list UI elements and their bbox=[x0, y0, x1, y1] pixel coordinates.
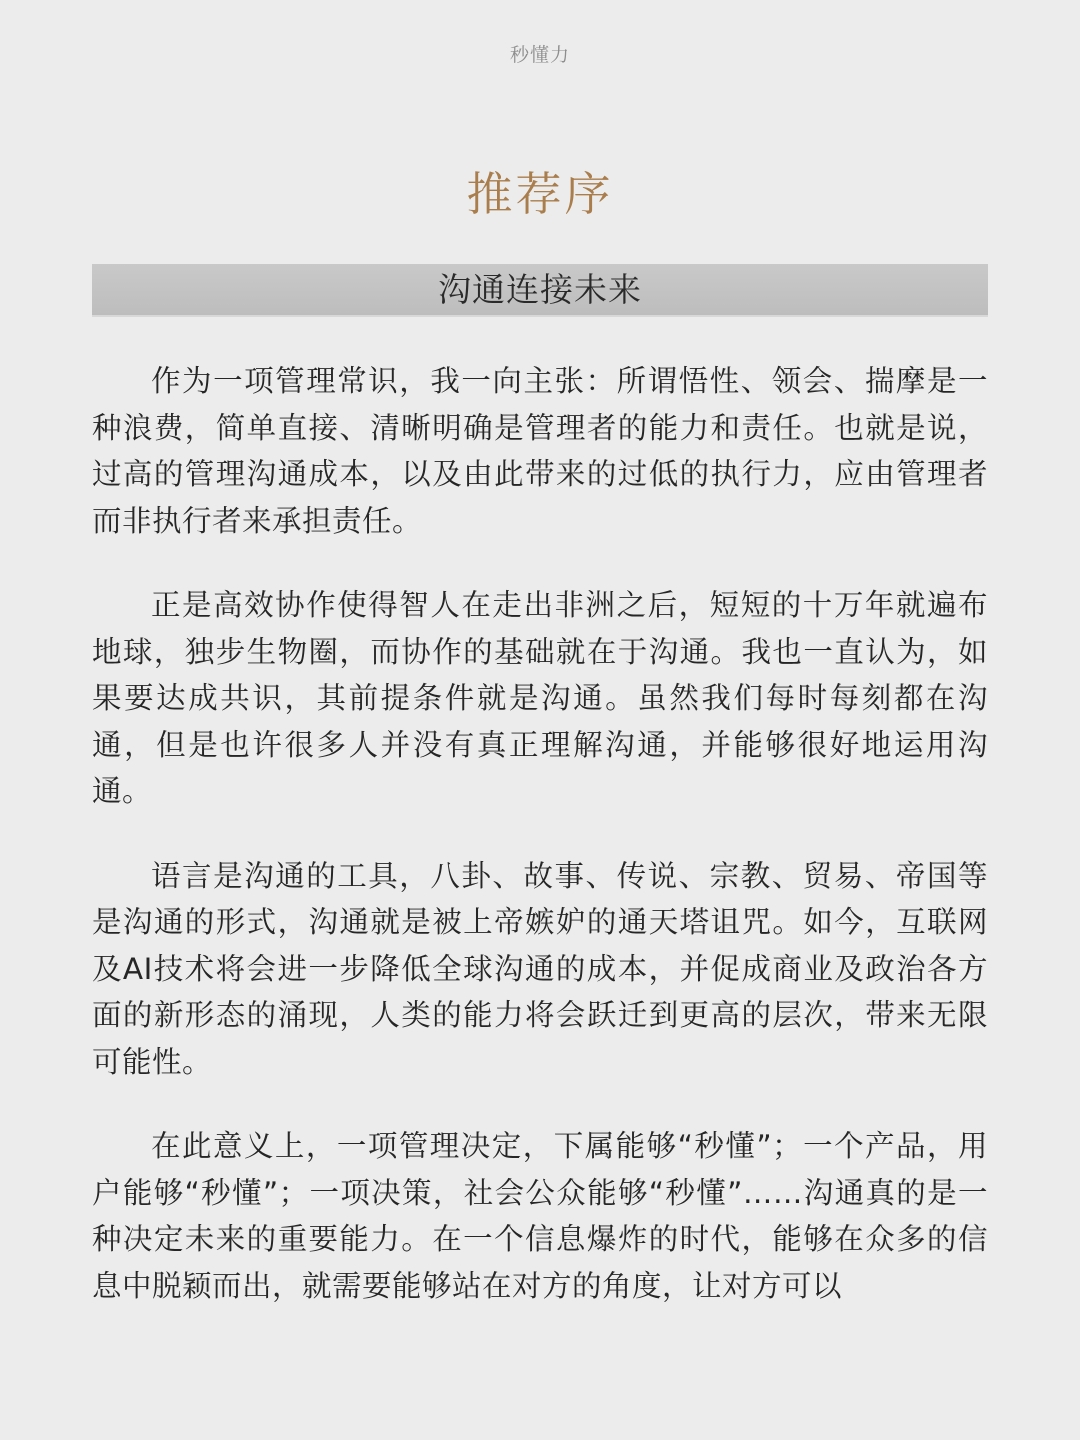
section-title: 推荐序 bbox=[466, 167, 614, 221]
paragraph: 语言是沟通的工具，八卦、故事、传说、宗教、贸易、帝国等是沟通的形式，沟通就是被上帝嫉妒的通天塔诅咒。如今，互联网及AI技术将会进一步降低全球沟通的成本，并促成商业及政治各方面的新形态的涌现，人类的能力将会跃迁到更高的层次，带来无限可能性。 bbox=[92, 858, 988, 1079]
body-text bbox=[92, 358, 988, 1347]
subtitle-banner: 沟通连接未来 bbox=[92, 264, 988, 317]
paragraph: 作为一项管理常识，我一向主张：所谓悟性、领会、揣摩是一种浪费，简单直接、清晰明确是管理者的能力和责任。也就是说，过高的管理沟通成本，以及由此带来的过低的执行力，应由管理者而非执行者来承担责任。 bbox=[92, 364, 988, 538]
paragraph: 正是高效协作使得智人在走出非洲之后，短短的十万年就遍布地球，独步生物圈，而协作的基础就在于沟通。我也一直认为，如果要达成共识，其前提条件就是沟通。虽然我们每时每刻都在沟通，但是也许很多人并没有真正理解沟通，并能够很好地运用沟通。 bbox=[92, 588, 988, 808]
running-header: 秒懂力 bbox=[509, 44, 570, 66]
paragraph: 在此意义上，一项管理决定，下属能够“秒懂”；一个产品，用户能够“秒懂”；一项决策，社会公众能够“秒懂”……沟通真的是一种决定未来的重要能力。在一个信息爆炸的时代，能够在众多的信息中脱颖而出，就需要能够站在对方的角度，让对方可以 bbox=[92, 1129, 988, 1303]
